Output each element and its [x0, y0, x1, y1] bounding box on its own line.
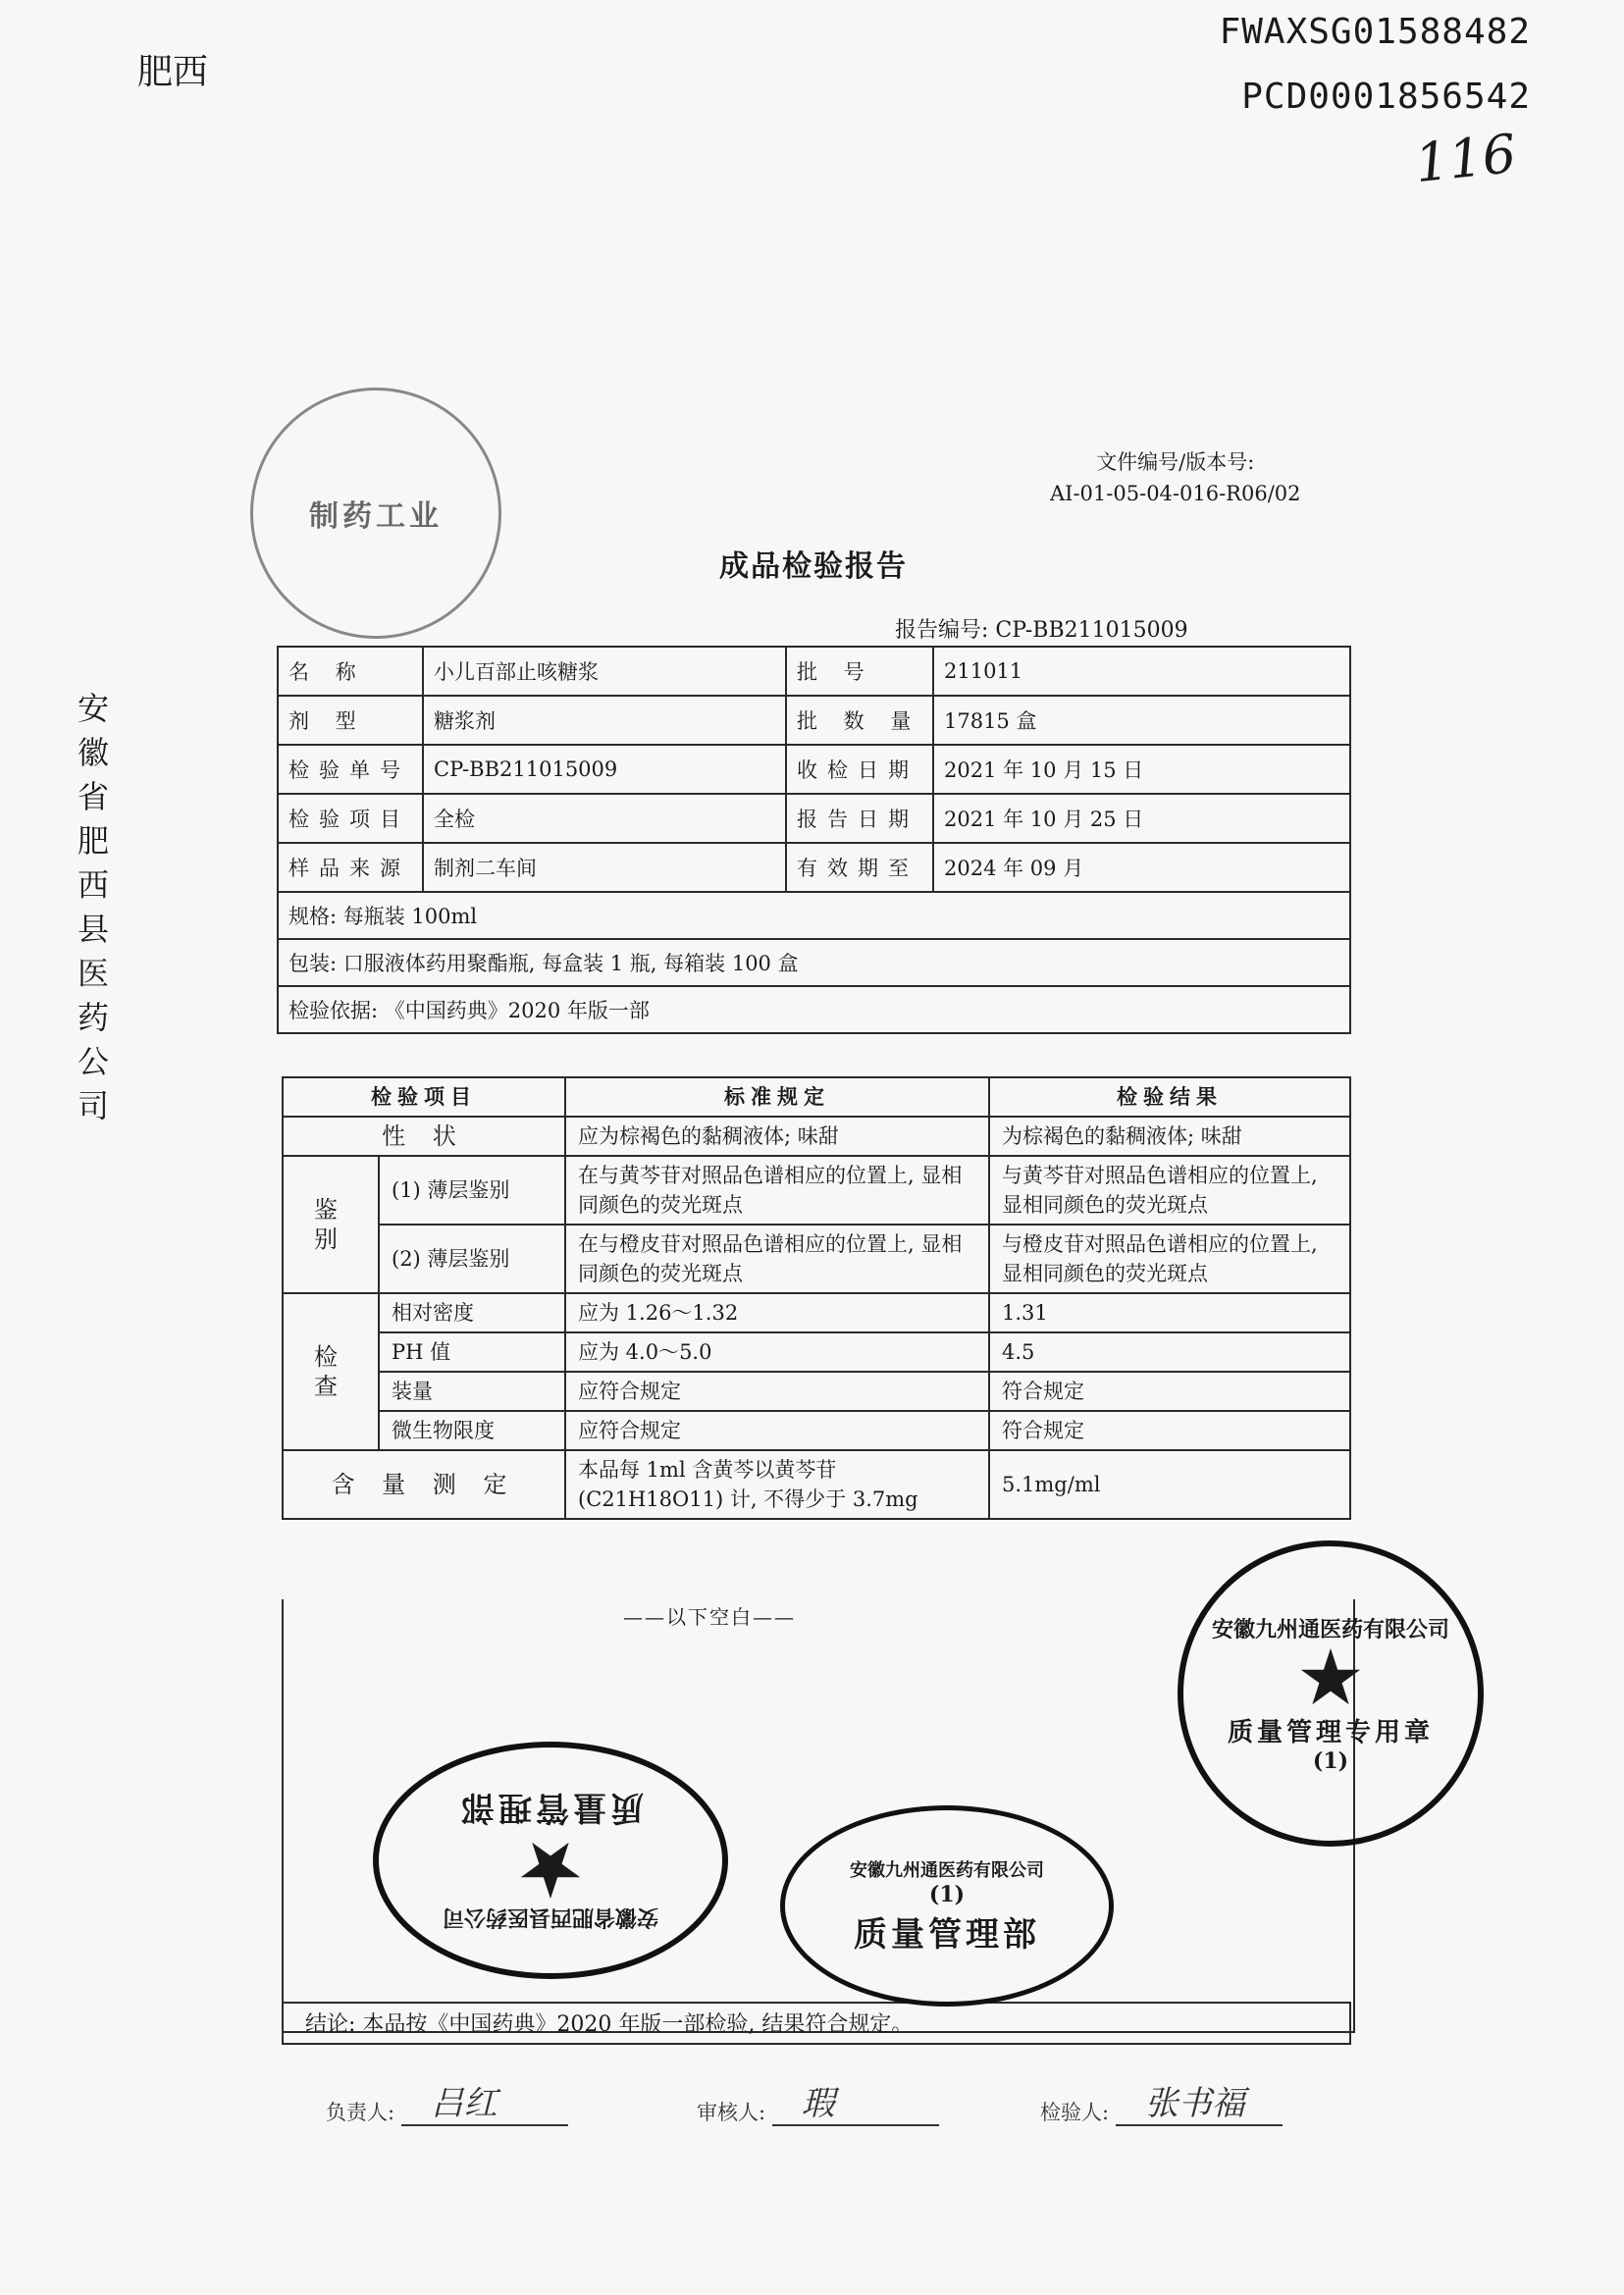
signature-responsible	[326, 2084, 568, 2126]
standard-jiancha-4: 应符合规定	[565, 1411, 989, 1450]
inspection-results-table	[282, 1076, 1351, 1520]
info-value: 17815 盒	[933, 696, 1350, 745]
info-label: 剂 型	[278, 696, 423, 745]
result-jiancha-4: 符合规定	[989, 1411, 1350, 1450]
info-value: 211011	[933, 647, 1350, 696]
info-label: 样品来源	[278, 843, 423, 892]
file-number-label: 文件编号/版本号:	[1096, 450, 1255, 474]
result-jiancha-2: 4.5	[989, 1332, 1350, 1372]
header-code-1: FWAXSG01588482	[1219, 12, 1531, 52]
side-vertical-text: 安 徽 省 肥 西 县 医 药 公 司	[77, 690, 109, 1124]
info-value: 2021 年 10 月 25 日	[933, 794, 1350, 843]
result-hanliang: 5.1mg/ml	[989, 1450, 1350, 1519]
header-code-2: PCD0001856542	[1241, 77, 1531, 117]
info-value: 2021 年 10 月 15 日	[933, 745, 1350, 794]
spec-row: 规格: 每瓶装 100ml	[278, 892, 1350, 939]
info-row	[278, 696, 1350, 745]
standard-jiancha-2: 应为 4.0～5.0	[565, 1332, 989, 1372]
standard-jiancha-3: 应符合规定	[565, 1372, 989, 1411]
info-label: 收检日期	[786, 745, 933, 794]
category-jianbie: 鉴 别	[283, 1156, 379, 1293]
item-jiancha-3: 装量	[379, 1372, 565, 1411]
info-value: 2024 年 09 月	[933, 843, 1350, 892]
file-number	[1050, 446, 1301, 509]
product-info-table	[277, 646, 1351, 1034]
packing-row: 包装: 口服液体药用聚酯瓶, 每盒装 1 瓶, 每箱装 100 盒	[278, 939, 1350, 986]
col-header-result: 检验结果	[989, 1077, 1350, 1117]
standard-xingzhuang: 应为棕褐色的黏稠液体; 味甜	[565, 1117, 989, 1156]
handwritten-number: 116	[1411, 122, 1520, 195]
signature-reviewer	[697, 2084, 939, 2126]
info-label: 名 称	[278, 647, 423, 696]
info-row	[278, 843, 1350, 892]
blank-note: ——以下空白——	[623, 1605, 796, 1629]
quality-dept-seal: 安徽九州通医药有限公司 (1) 质量管理部	[780, 1805, 1114, 2007]
file-number-value: AI-01-05-04-016-R06/02	[1050, 482, 1301, 505]
signature-name: 张书福	[1144, 2084, 1245, 2123]
info-label: 报告日期	[786, 794, 933, 843]
signature-name: 瑕	[801, 2084, 835, 2123]
info-value: CP-BB211015009	[423, 745, 786, 794]
company-quality-seal: 安徽九州通医药有限公司 ★ 质量管理专用章 (1)	[1178, 1540, 1484, 1847]
info-value: 全检	[423, 794, 786, 843]
conclusion: 结论: 本品按《中国药典》2020 年版一部检验, 结果符合规定。	[282, 2002, 1351, 2045]
item-xingzhuang: 性 状	[283, 1117, 565, 1156]
item-jiancha-4: 微生物限度	[379, 1411, 565, 1450]
result-jiancha-3: 符合规定	[989, 1372, 1350, 1411]
result-jianbie-2: 与橙皮苷对照品色谱相应的位置上, 显相同颜色的荧光斑点	[989, 1225, 1350, 1293]
col-header-standard: 标准规定	[565, 1077, 989, 1117]
signature-label: 负责人:	[326, 2101, 395, 2124]
signature-label: 检验人:	[1040, 2101, 1110, 2124]
item-hanliang: 含 量 测 定	[283, 1450, 565, 1519]
report-number: 报告编号: CP-BB211015009	[895, 618, 1188, 643]
info-value: 小儿百部止咳糖浆	[423, 647, 786, 696]
result-jianbie-1: 与黄芩苷对照品色谱相应的位置上, 显相同颜色的荧光斑点	[989, 1156, 1350, 1225]
info-label: 批 数 量	[786, 696, 933, 745]
item-jiancha-2: PH 值	[379, 1332, 565, 1372]
standard-jianbie-2: 在与橙皮苷对照品色谱相应的位置上, 显相同颜色的荧光斑点	[565, 1225, 989, 1293]
page-title: 成品检验报告	[719, 549, 908, 584]
signature-name: 吕红	[430, 2084, 498, 2123]
info-row	[278, 794, 1350, 843]
item-jianbie-2: (2) 薄层鉴别	[379, 1225, 565, 1293]
col-header-item: 检验项目	[283, 1077, 565, 1117]
item-jianbie-1: (1) 薄层鉴别	[379, 1156, 565, 1225]
info-row	[278, 745, 1350, 794]
standard-jiancha-1: 应为 1.26～1.32	[565, 1293, 989, 1332]
info-label: 有效期至	[786, 843, 933, 892]
faded-company-stamp: 制药工业	[250, 388, 501, 639]
result-jiancha-1: 1.31	[989, 1293, 1350, 1332]
basis-row: 检验依据: 《中国药典》2020 年版一部	[278, 986, 1350, 1033]
standard-jianbie-1: 在与黄芩苷对照品色谱相应的位置上, 显相同颜色的荧光斑点	[565, 1156, 989, 1225]
standard-hanliang: 本品每 1ml 含黄芩以黄芩苷 (C21H18O11) 计, 不得少于 3.7mg	[565, 1450, 989, 1519]
category-jiancha: 检 查	[283, 1293, 379, 1450]
signature-inspector	[1040, 2084, 1283, 2126]
info-label: 检验项目	[278, 794, 423, 843]
info-label: 检验单号	[278, 745, 423, 794]
result-xingzhuang: 为棕褐色的黏稠液体; 味甜	[989, 1117, 1350, 1156]
info-row	[278, 647, 1350, 696]
info-label: 批 号	[786, 647, 933, 696]
item-jiancha-1: 相对密度	[379, 1293, 565, 1332]
info-value: 糖浆剂	[423, 696, 786, 745]
header-left-label: 肥西	[137, 52, 209, 92]
county-quality-seal: 安徽省肥西县医药公司 ★ 质量管理部	[373, 1742, 728, 1979]
info-value: 制剂二车间	[423, 843, 786, 892]
signature-label: 审核人:	[697, 2101, 766, 2124]
